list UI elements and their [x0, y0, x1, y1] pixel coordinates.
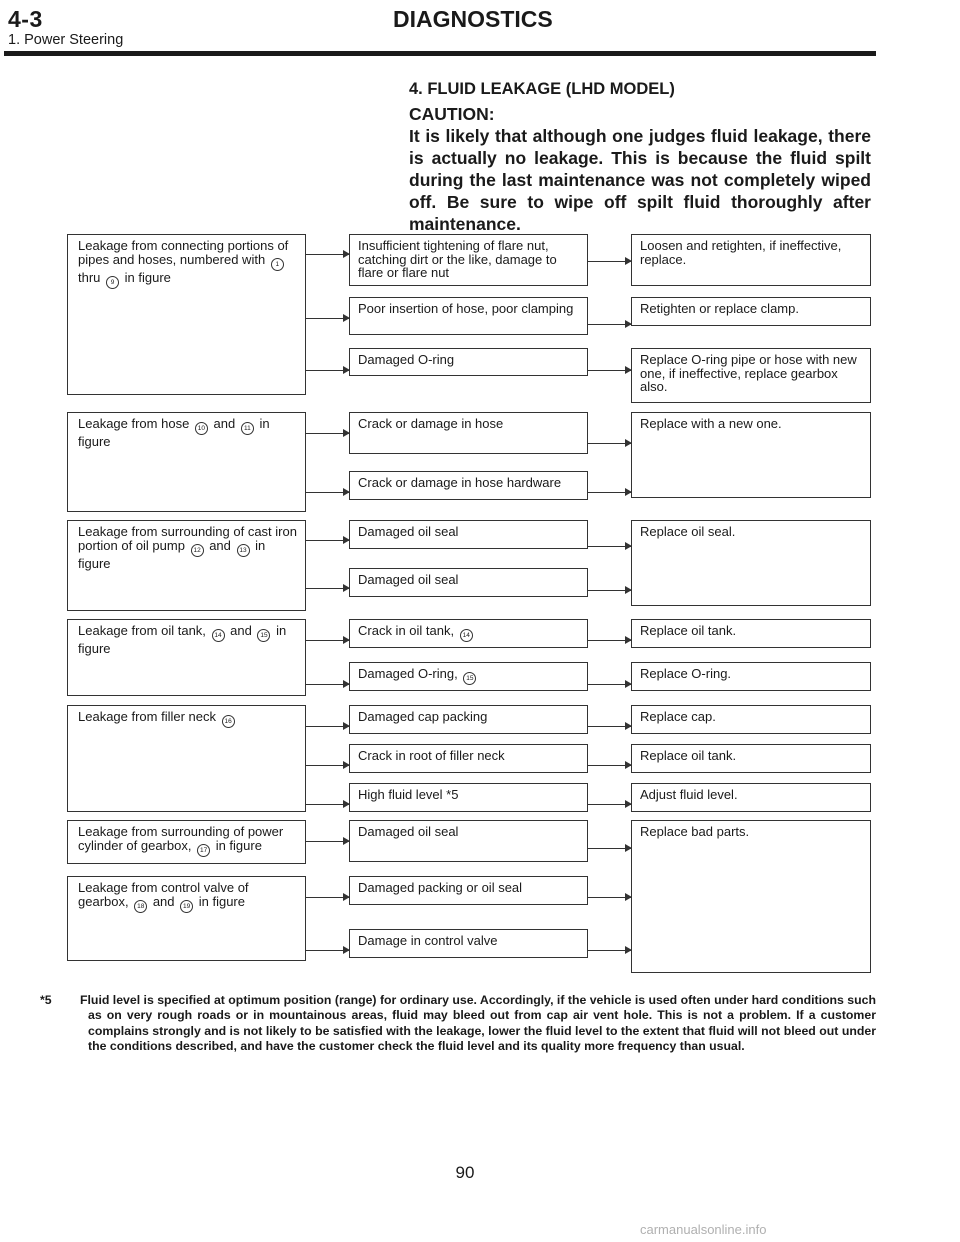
cause-box-oil-seal-gearbox: Damaged oil seal [349, 820, 588, 862]
flow-arrow [588, 897, 631, 898]
circled-number: 9 [106, 276, 119, 289]
flow-arrow [306, 588, 349, 589]
symptom-text: Leakage from surrounding of cast iron portion of oil pump [78, 524, 297, 553]
circled-number: 19 [180, 900, 193, 913]
remedy-box-o-ring-pipe: Replace O-ring pipe or hose with new one, if ineffective, replace gearbox also. [631, 348, 871, 403]
flow-arrow [588, 590, 631, 591]
symptom-text: and [209, 416, 239, 431]
remedy-box-retighten: Loosen and retighten, if ineffective, replace. [631, 234, 871, 286]
remedy-box-oil-tank: Replace oil tank. [631, 619, 871, 648]
flow-arrow [588, 492, 631, 493]
symptom-text: in figure [78, 537, 266, 571]
flow-arrow [306, 433, 349, 434]
cause-box-oil-seal-pump-2: Damaged oil seal [349, 568, 588, 597]
flow-arrow [306, 897, 349, 898]
flow-arrow [588, 684, 631, 685]
flow-arrow [306, 950, 349, 951]
cause-box-high-fluid-level: High fluid level *5 [349, 783, 588, 812]
symptom-text: Leakage from control valve of gearbox, [78, 880, 249, 909]
cause-box-oil-seal-pump-1: Damaged oil seal [349, 520, 588, 549]
symptom-text: and [226, 623, 256, 638]
flow-arrow [588, 640, 631, 641]
footnote-text: Fluid level is specified at optimum position (range) for ordinary use. Accordingly, if the vehicle is used often under hard conditions such as on very rough roads or in mountainous areas, fluid may bleed out from cap air vent hole. This is not a problem. If a customer complains strongly and is not likely to be satisfied with the leakage, lower the fluid level to the extent that fluid will not bleed out under the conditions described, and have the customer check the fluid level and its quality more frequency than usual. [80, 993, 877, 1054]
flow-arrow [306, 726, 349, 727]
flow-arrow [588, 443, 631, 444]
flow-arrow [306, 684, 349, 685]
flow-arrow [306, 765, 349, 766]
section-number: 4-3 [8, 6, 43, 32]
symptom-text: and [149, 893, 179, 909]
circled-number: 15 [257, 629, 270, 642]
cause-box-flare-nut: Insufficient tightening of flare nut, catching dirt or the like, damage to flare or flare nut [349, 234, 588, 286]
remedy-box-oil-tank-2: Replace oil tank. [631, 744, 871, 773]
symptom-box-control-valve [67, 876, 306, 961]
circled-number: 12 [191, 544, 204, 557]
remedy-box-fluid-level: Adjust fluid level. [631, 783, 871, 812]
cause-box-filler-neck-crack: Crack in root of filler neck [349, 744, 588, 773]
flow-arrow [306, 318, 349, 319]
cause-box-packing-oil-seal: Damaged packing or oil seal [349, 876, 588, 905]
circled-number: 1 [271, 258, 284, 271]
circled-number: 13 [237, 544, 250, 557]
flow-arrow [306, 841, 349, 842]
flow-arrow [306, 492, 349, 493]
flow-arrow [306, 254, 349, 255]
header-rule [4, 51, 876, 56]
symptom-text: thru [78, 269, 105, 285]
flow-arrow [588, 324, 631, 325]
cause-box-cap-packing: Damaged cap packing [349, 705, 588, 734]
remedy-box-new-hose: Replace with a new one. [631, 412, 871, 498]
flow-arrow [588, 546, 631, 547]
flow-arrow [588, 765, 631, 766]
remedy-box-cap: Replace cap. [631, 705, 871, 734]
circled-number: 11 [241, 422, 254, 435]
flow-arrow [588, 804, 631, 805]
symptom-text: in figure [195, 893, 245, 909]
page-header-title: DIAGNOSTICS [393, 6, 553, 32]
cause-box-damaged-o-ring: Damaged O-ring [349, 348, 588, 376]
symptom-text: Leakage from hose [78, 416, 193, 431]
caution-label: CAUTION: [409, 104, 495, 124]
symptom-box-power-cylinder [67, 820, 306, 864]
flow-arrow [306, 640, 349, 641]
cause-text: Damaged O-ring, [358, 666, 462, 681]
symptom-text: in figure [212, 837, 262, 853]
cause-box-hose-insertion: Poor insertion of hose, poor clamping [349, 297, 588, 335]
circled-number: 18 [134, 900, 147, 913]
section-heading: 4. FLUID LEAKAGE (LHD MODEL) [409, 80, 675, 98]
symptom-text: Leakage from filler neck [78, 709, 220, 724]
page-number: 90 [455, 1163, 475, 1182]
symptom-text: Leakage from surrounding of power cylinder of gearbox, [78, 824, 284, 853]
remedy-box-o-ring: Replace O-ring. [631, 662, 871, 691]
cause-box-hose-hardware: Crack or damage in hose hardware [349, 471, 588, 500]
symptom-box-oil-tank [67, 619, 306, 696]
remedy-box-bad-parts: Replace bad parts. [631, 820, 871, 973]
circled-number: 14 [460, 629, 473, 642]
cause-box-tank-crack [349, 619, 588, 648]
cause-box-tank-o-ring [349, 662, 588, 691]
circled-number: 16 [222, 715, 235, 728]
symptom-text: Leakage from connecting portions of pipes and hoses, numbered with [78, 238, 289, 267]
symptom-text: in figure [78, 623, 287, 656]
remedy-box-oil-seal: Replace oil seal. [631, 520, 871, 606]
circled-number: 14 [212, 629, 225, 642]
page-header-subtitle: 1. Power Steering [8, 32, 124, 48]
footnote [40, 993, 876, 1055]
flow-arrow [588, 950, 631, 951]
footnote-mark: *5 [40, 993, 52, 1007]
symptom-text: and [205, 537, 235, 553]
flow-arrow [588, 726, 631, 727]
flow-arrow [306, 804, 349, 805]
watermark: carmanualsonline.info [640, 1222, 767, 1237]
flow-arrow [306, 370, 349, 371]
flow-arrow [306, 540, 349, 541]
caution-text: It is likely that although one judges fluid leakage, there is actually no leakage. This is because the fluid spilt during the last maintenance was not completely wiped off. Be sure to wipe off spilt fluid thoroughly after maintenance. [409, 126, 871, 234]
symptom-box-filler-neck [67, 705, 306, 812]
circled-number: 10 [195, 422, 208, 435]
symptom-text: in figure [78, 416, 270, 449]
circled-number: 15 [463, 672, 476, 685]
symptom-box-oil-pump [67, 520, 306, 611]
symptom-box-connecting-portions [67, 234, 306, 395]
flow-arrow [588, 261, 631, 262]
symptom-text: Leakage from oil tank, [78, 623, 210, 638]
symptom-text: in figure [121, 269, 171, 285]
flow-arrow [588, 370, 631, 371]
remedy-box-clamp: Retighten or replace clamp. [631, 297, 871, 326]
flow-arrow [588, 848, 631, 849]
cause-box-control-valve: Damage in control valve [349, 929, 588, 958]
symptom-box-hose [67, 412, 306, 512]
cause-box-hose-crack: Crack or damage in hose [349, 412, 588, 454]
circled-number: 17 [197, 844, 210, 857]
cause-text: Crack in oil tank, [358, 623, 458, 638]
